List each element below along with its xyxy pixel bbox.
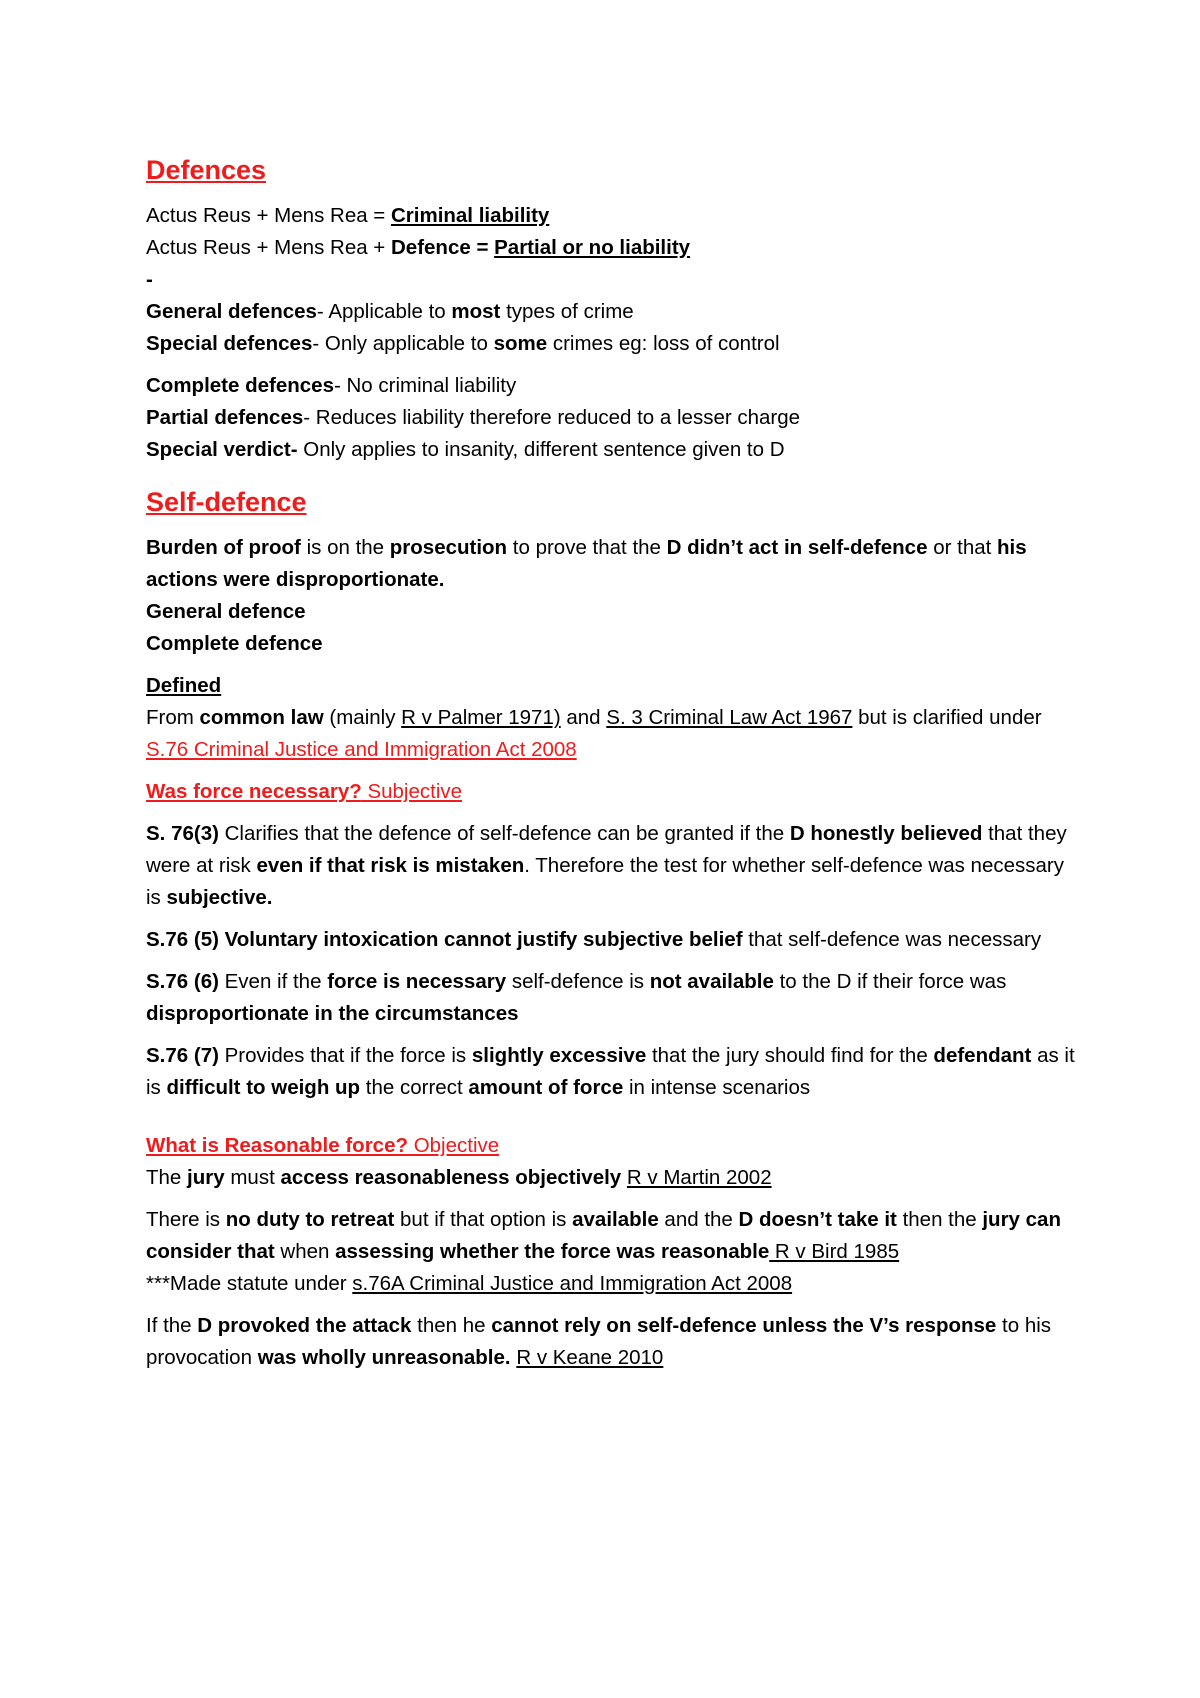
general-defences-line: General defences- Applicable to most types of crime xyxy=(146,300,634,323)
defined-label: Defined xyxy=(146,674,222,697)
heading-force-necessary: Was force necessary? Subjective xyxy=(146,780,463,803)
heading-self-defence: Self-defence xyxy=(146,487,307,517)
retreat-paragraph: There is no duty to retreat but if that option is available and the D doesn’t take it then the jury can consider that when assessing whether the force was reasonable R v Bird 1985 xyxy=(146,1208,1061,1263)
general-defence-label: General defence xyxy=(146,600,306,623)
heading-reasonable-force: What is Reasonable force? Objective xyxy=(146,1134,500,1157)
complete-defence-label: Complete defence xyxy=(146,632,323,655)
burden-of-proof: Burden of proof is on the prosecution to prove that the D didn’t act in self-defence or that his actions were disproportionate. xyxy=(146,536,1027,591)
defined-text: From common law (mainly R v Palmer 1971) and S. 3 Criminal Law Act 1967 but is clarified under xyxy=(146,706,1042,729)
s76-3-paragraph: S. 76(3) Clarifies that the defence of self-defence can be granted if the D honestly believed that they were at risk even if that risk is mistaken. Therefore the test for whether self-defence was necessary is subjective. xyxy=(146,822,1067,909)
dash-marker: - xyxy=(146,268,153,291)
complete-defences-line: Complete defences- No criminal liability xyxy=(146,374,517,397)
heading-defences: Defences xyxy=(146,155,267,185)
s76-5-paragraph: S.76 (5) Voluntary intoxication cannot justify subjective belief that self-defence was necessary xyxy=(146,928,1042,951)
s76-7-paragraph: S.76 (7) Provides that if the force is slightly excessive that the jury should find for the defendant as it is difficult to weigh up the correct amount of force in intense scenarios xyxy=(146,1044,1075,1099)
statute-76a-line: ***Made statute under s.76A Criminal Justice and Immigration Act 2008 xyxy=(146,1272,793,1295)
s76-6-paragraph: S.76 (6) Even if the force is necessary self-defence is not available to the D if their force was disproportionate in the circumstances xyxy=(146,970,1007,1025)
jury-objective-line: The jury must access reasonableness objectively R v Martin 2002 xyxy=(146,1166,772,1189)
partial-defences-line: Partial defences- Reduces liability therefore reduced to a lesser charge xyxy=(146,406,801,429)
formula-defence: Actus Reus + Mens Rea + Defence = Partial or no liability xyxy=(146,236,691,259)
special-verdict-line: Special verdict- Only applies to insanity, different sentence given to D xyxy=(146,438,785,461)
document-body xyxy=(146,150,1076,1374)
formula-criminal-liability: Actus Reus + Mens Rea = Criminal liability xyxy=(146,204,550,227)
statute-s76: S.76 Criminal Justice and Immigration Act 2008 xyxy=(146,738,577,761)
special-defences-line: Special defences- Only applicable to some crimes eg: loss of control xyxy=(146,332,780,355)
provoked-paragraph: If the D provoked the attack then he cannot rely on self-defence unless the V’s response to his provocation was wholly unreasonable. R v Keane 2010 xyxy=(146,1314,1052,1369)
